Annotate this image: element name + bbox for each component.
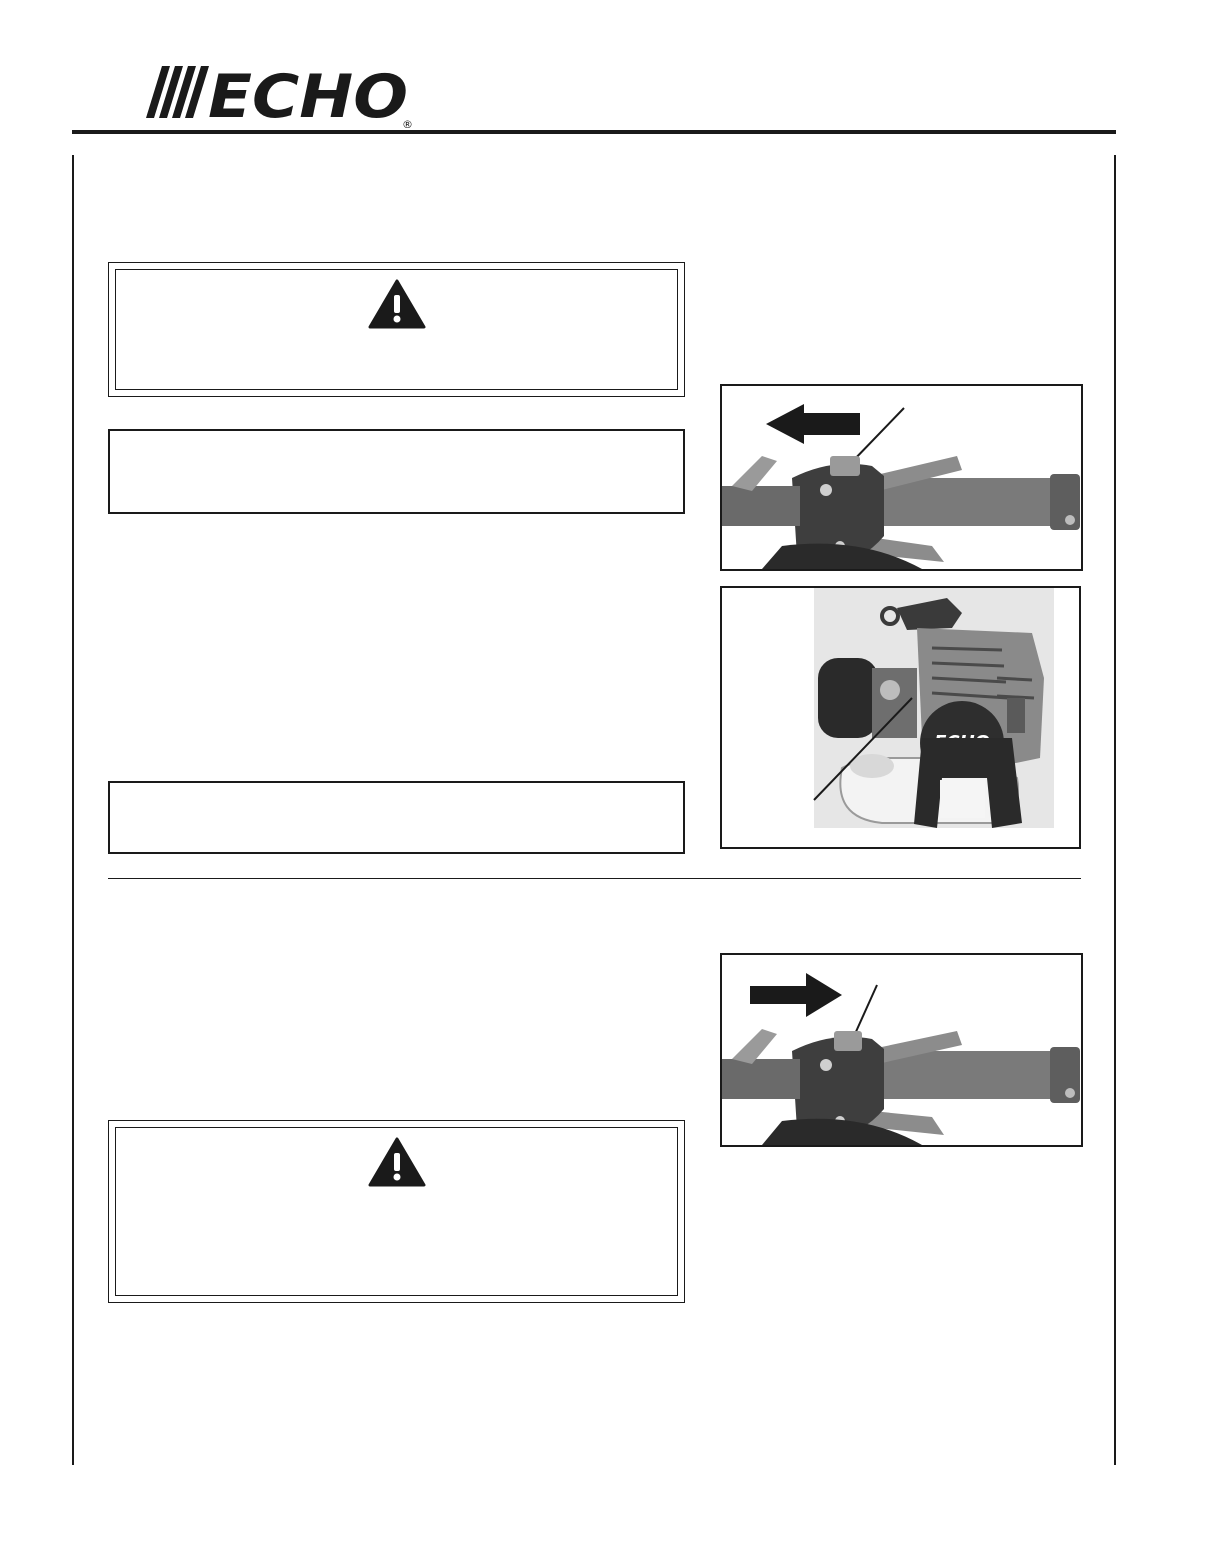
echo-logo-graphic (146, 66, 418, 128)
warning-box-1 (108, 262, 685, 397)
note-box-2 (108, 781, 685, 854)
photo-engine-unit (720, 586, 1081, 849)
left-margin-rule (72, 155, 74, 1465)
photo-throttle-switch-stop (720, 384, 1083, 571)
warning-triangle-icon (368, 1137, 426, 1192)
header-rule (72, 130, 1116, 134)
section-divider (108, 878, 1081, 879)
note-box-1 (108, 429, 685, 514)
speed-stripes (146, 66, 209, 118)
echo-logo (146, 66, 418, 128)
brand-wordmark: ECHO (208, 66, 408, 128)
right-margin-rule (1114, 155, 1116, 1465)
warning-triangle-icon (368, 279, 426, 334)
warning-box-2 (108, 1120, 685, 1303)
registered-mark: ® (402, 118, 413, 128)
photo-throttle-switch-run (720, 953, 1083, 1147)
